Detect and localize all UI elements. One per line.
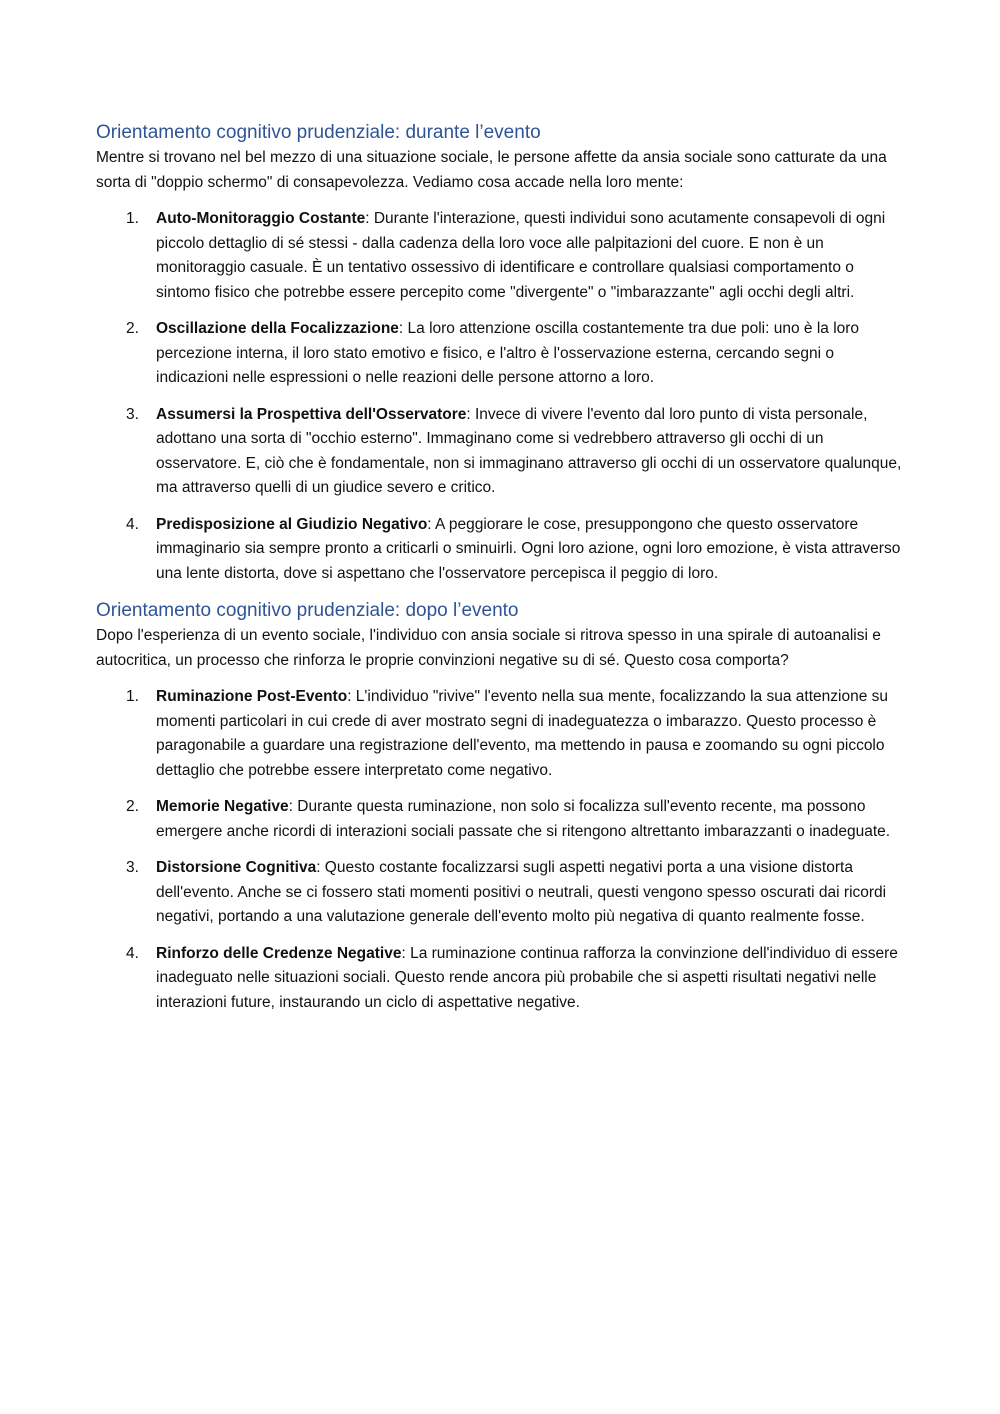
list-item-text: : L'individuo "rivive" l'evento nella sua mente, focalizzando la sua attenzione su momenti particolari in cui crede di aver mostrato segni di inadeguatezza o imbarazzo. Questo processo è paragonabile a guardare una registrazione dell'evento, ma mettendo in pausa e zoomando su ogni piccolo dettaglio che potrebbe essere interpretato come negativo.: [156, 688, 888, 779]
list-number: 3.: [126, 405, 139, 423]
list-item: [96, 942, 904, 1016]
list-item: [96, 685, 904, 783]
list-item: [96, 207, 904, 305]
section-heading: Orientamento cognitivo prudenziale: dopo l’evento: [96, 600, 519, 621]
section-intro: Mentre si trovano nel bel mezzo di una situazione sociale, le persone affette da ansia sociale sono catturate da una sorta di "doppio schermo" di consapevolezza. Vediamo cosa accade nella loro mente:: [96, 149, 887, 191]
list-item-text: : A peggiorare le cose, presuppongono che questo osservatore immaginario sia sempre pronto a criticarli o sminuirli. Ogni loro azione, ogni loro emozione, è vista attraverso una lente distorta, dove si aspettano che l'osservatore percepisca il peggio di loro.: [156, 515, 901, 582]
list-item: [96, 856, 904, 930]
list-item-term: Auto-Monitoraggio Costante: [156, 210, 366, 227]
list-item-text: : La loro attenzione oscilla costantemente tra due poli: uno è la loro percezione interna, il loro stato emotivo e fisico, e l'altro è l'osservazione esterna, cercando segni o indicazioni nelle espressioni o nelle reazioni delle persone attorno a loro.: [156, 320, 860, 386]
list-number: 4.: [126, 944, 139, 962]
list-item: [96, 513, 904, 587]
list-item: [96, 317, 904, 391]
list-item-text: : Invece di vivere l'evento dal loro punto di vista personale, adottano una sorta di "occhio esterno". Immaginano come si vedrebbero attraverso gli occhi di un osservatore. E, ciò che è fondamentale, non si immaginano attraverso gli occhi di un osservatore qualunque, ma attraverso quelli di un giudice severo e critico.: [156, 405, 902, 496]
list-item: [96, 403, 904, 501]
list-item-text: : Durante questa ruminazione, non solo si focalizza sull'evento recente, ma possono emergere anche ricordi di interazioni sociali passate che si ritengono altrettanto imbarazzanti o inadeguate.: [156, 798, 891, 840]
list-item-text: : La ruminazione continua rafforza la convinzione dell'individuo di essere inadeguato nelle situazioni sociali. Questo rende ancora più probabile che si aspetti risultati negativi nelle interazioni future, instaurando un ciclo di aspettative negative.: [156, 944, 898, 1011]
list-item-term: Ruminazione Post-Evento: [156, 688, 348, 705]
section-intro: Dopo l'esperienza di un evento sociale, l'individuo con ansia sociale si ritrova spesso in una spirale di autoanalisi e autocritica, un processo che rinforza le proprie convinzioni negative su di sé. Questo cosa comporta?: [96, 627, 881, 669]
list-number: 2.: [126, 320, 139, 337]
section-heading: Orientamento cognitivo prudenziale: durante l’evento: [96, 122, 541, 143]
list-item-term: Oscillazione della Focalizzazione: [156, 320, 399, 337]
section-during-event: [96, 120, 904, 586]
list-number: 1.: [126, 688, 139, 705]
list-number: 4.: [126, 515, 139, 533]
list-number: 2.: [126, 798, 139, 815]
list-item-term: Predisposizione al Giudizio Negativo: [156, 515, 428, 533]
numbered-list: [96, 207, 904, 586]
list-item-term: Assumersi la Prospettiva dell'Osservatore: [156, 405, 467, 423]
list-number: 1.: [126, 210, 139, 227]
list-item-term: Rinforzo delle Credenze Negative: [156, 944, 402, 962]
list-number: 3.: [126, 859, 139, 876]
list-item-term: Memorie Negative: [156, 798, 289, 815]
list-item-text: : Durante l'interazione, questi individui sono acutamente consapevoli di ogni piccolo dettaglio di sé stessi - dalla cadenza della loro voce alle palpitazioni del cuore. E non è un monitoraggio casuale. È un tentativo ossessivo di identificare e controllare qualsiasi comportamento o sintomo fisico che potrebbe essere percepito come "divergente" o "imbarazzante" agli occhi degli altri.: [156, 210, 886, 301]
section-after-event: [96, 598, 904, 1015]
list-item-text: : Questo costante focalizzarsi sugli aspetti negativi porta a una visione distorta dell'evento. Anche se ci fossero stati momenti positivi o neutrali, questi vengono spesso oscurati dai ricordi negativi, portando a una valutazione generale dell'evento molto più negativa di quanto realmente fosse.: [156, 859, 887, 925]
list-item-term: Distorsione Cognitiva: [156, 859, 317, 876]
list-item: [96, 795, 904, 844]
numbered-list: [96, 685, 904, 1015]
